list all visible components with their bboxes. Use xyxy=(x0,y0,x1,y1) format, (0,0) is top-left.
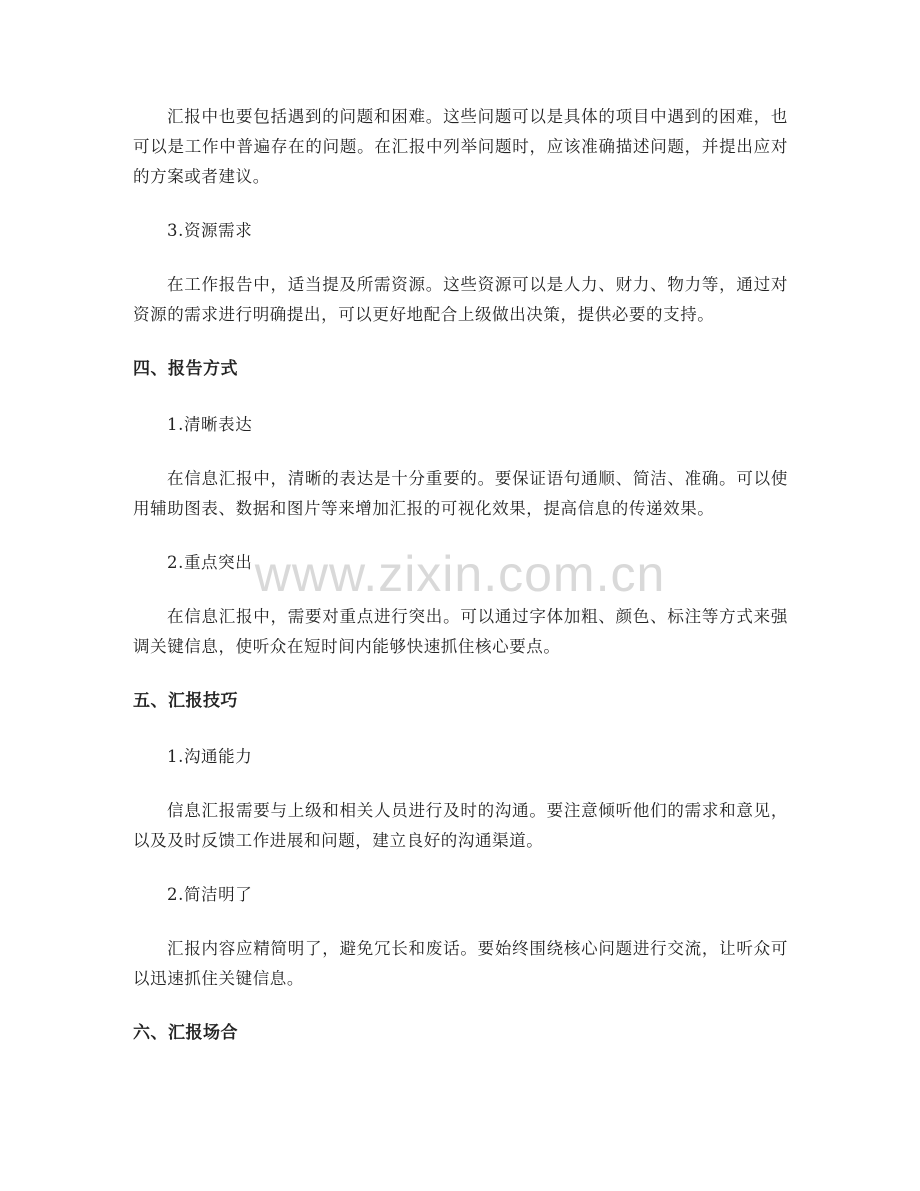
subheading: 1.沟通能力 xyxy=(167,747,253,766)
document-body xyxy=(133,102,788,1074)
subheading: 3.资源需求 xyxy=(167,221,253,240)
paragraph: 汇报内容应精简明了，避免冗长和废话。要始终围绕核心问题进行交流，让听众可以迅速抓住关键信息。 xyxy=(133,939,788,988)
paragraph: 在工作报告中，适当提及所需资源。这些资源可以是人力、财力、物力等，通过对资源的需求进行明确提出，可以更好地配合上级做出决策，提供必要的支持。 xyxy=(133,275,788,324)
section-heading: 六、汇报场合 xyxy=(133,1023,238,1043)
paragraph: 在信息汇报中，需要对重点进行突出。可以通过字体加粗、颜色、标注等方式来强调关键信息，使听众在短时间内能够快速抓住核心要点。 xyxy=(133,607,788,656)
subheading: 1.清晰表达 xyxy=(167,415,253,434)
paragraph: 信息汇报需要与上级和相关人员进行及时的沟通。要注意倾听他们的需求和意见，以及及时反馈工作进展和问题，建立良好的沟通渠道。 xyxy=(133,801,788,850)
paragraph: 汇报中也要包括遇到的问题和困难。这些问题可以是具体的项目中遇到的困难，也可以是工作中普遍存在的问题。在汇报中列举问题时，应该准确描述问题，并提出应对的方案或者建议。 xyxy=(133,107,788,186)
subheading: 2.简洁明了 xyxy=(167,885,253,904)
watermark: www.zixin.com.cn xyxy=(254,546,666,602)
subheading: 2.重点突出 xyxy=(167,553,253,572)
section-heading: 四、报告方式 xyxy=(133,359,238,379)
paragraph: 在信息汇报中，清晰的表达是十分重要的。要保证语句通顺、简洁、准确。可以使用辅助图表、数据和图片等来增加汇报的可视化效果，提高信息的传递效果。 xyxy=(133,469,788,518)
section-heading: 五、汇报技巧 xyxy=(133,691,238,711)
